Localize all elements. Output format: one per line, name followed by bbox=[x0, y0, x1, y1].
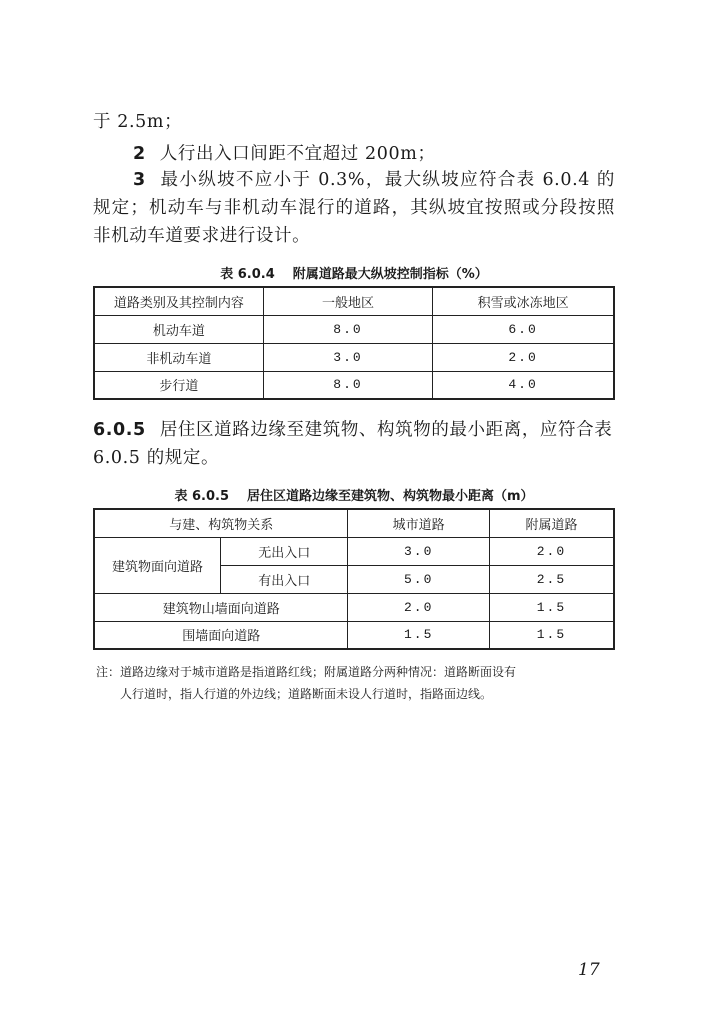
table-row bbox=[94, 593, 614, 621]
header-cell: 城市道路 bbox=[348, 509, 489, 537]
paragraph-continuation bbox=[93, 108, 615, 136]
row-label: 围墙面向道路 bbox=[94, 621, 348, 649]
table-caption bbox=[93, 263, 615, 282]
table-header-row bbox=[94, 509, 614, 537]
header-cell: 与建、构筑物关系 bbox=[94, 509, 348, 537]
row-label: 机动车道 bbox=[94, 315, 263, 343]
value-cell: 2.5 bbox=[489, 565, 614, 593]
table-note bbox=[96, 661, 616, 705]
value-cell: 6.0 bbox=[433, 315, 614, 343]
slope-table bbox=[93, 286, 615, 400]
list-item-3 bbox=[93, 166, 615, 250]
note-line-1: 注：道路边缘对于城市道路是指道路红线；附属道路分两种情况：道路断面设有 bbox=[96, 665, 517, 679]
table-caption bbox=[93, 485, 615, 504]
table-row bbox=[94, 315, 614, 343]
table-number: 表 6.0.5 bbox=[174, 489, 229, 504]
list-text: 最小纵坡不应小于 0.3%，最大纵坡应符合表 6.0.4 的规定；机动车与非机动车混行的道路，其纵坡宜按照或分段按照非机动车道要求进行设计。 bbox=[93, 170, 615, 246]
header-cell: 道路类别及其控制内容 bbox=[94, 287, 263, 315]
table-row bbox=[94, 621, 614, 649]
note-line-2: 人行道时，指人行道的外边线；道路断面未设人行道时，指路面边线。 bbox=[120, 687, 493, 701]
row-label: 无出入口 bbox=[220, 537, 347, 565]
header-cell: 附属道路 bbox=[489, 509, 614, 537]
header-cell: 积雪或冰冻地区 bbox=[433, 287, 614, 315]
section-number: 6.0.5 bbox=[93, 420, 146, 440]
value-cell: 8.0 bbox=[263, 371, 432, 399]
list-item-2 bbox=[93, 140, 655, 168]
value-cell: 2.0 bbox=[489, 537, 614, 565]
value-cell: 2.0 bbox=[348, 593, 489, 621]
continuation-text: 于 2.5m； bbox=[93, 112, 183, 132]
page-number: 17 bbox=[578, 960, 600, 980]
value-cell: 2.0 bbox=[433, 343, 614, 371]
table-row bbox=[94, 371, 614, 399]
value-cell: 1.5 bbox=[348, 621, 489, 649]
table-header-row bbox=[94, 287, 614, 315]
value-cell: 1.5 bbox=[489, 593, 614, 621]
table-title: 附属道路最大纵坡控制指标（%） bbox=[292, 267, 488, 282]
table-number: 表 6.0.4 bbox=[220, 267, 275, 282]
value-cell: 1.5 bbox=[489, 621, 614, 649]
list-number: 2 bbox=[133, 144, 146, 164]
value-cell: 3.0 bbox=[348, 537, 489, 565]
table-row bbox=[94, 343, 614, 371]
header-cell: 一般地区 bbox=[263, 287, 432, 315]
value-cell: 3.0 bbox=[263, 343, 432, 371]
table-row bbox=[94, 537, 614, 565]
value-cell: 5.0 bbox=[348, 565, 489, 593]
row-label: 建筑物山墙面向道路 bbox=[94, 593, 348, 621]
group-label: 建筑物面向道路 bbox=[94, 537, 220, 593]
section-text: 居住区道路边缘至建筑物、构筑物的最小距离，应符合表 6.0.5 的规定。 bbox=[93, 420, 613, 468]
value-cell: 8.0 bbox=[263, 315, 432, 343]
list-text: 人行出入口间距不宜超过 200m； bbox=[159, 144, 436, 164]
row-label: 有出入口 bbox=[220, 565, 347, 593]
list-number: 3 bbox=[133, 170, 146, 190]
value-cell: 4.0 bbox=[433, 371, 614, 399]
section-6-0-5 bbox=[93, 416, 615, 472]
distance-table bbox=[93, 508, 615, 650]
table-title: 居住区道路边缘至建筑物、构筑物最小距离（m） bbox=[247, 489, 534, 504]
row-label: 非机动车道 bbox=[94, 343, 263, 371]
row-label: 步行道 bbox=[94, 371, 263, 399]
